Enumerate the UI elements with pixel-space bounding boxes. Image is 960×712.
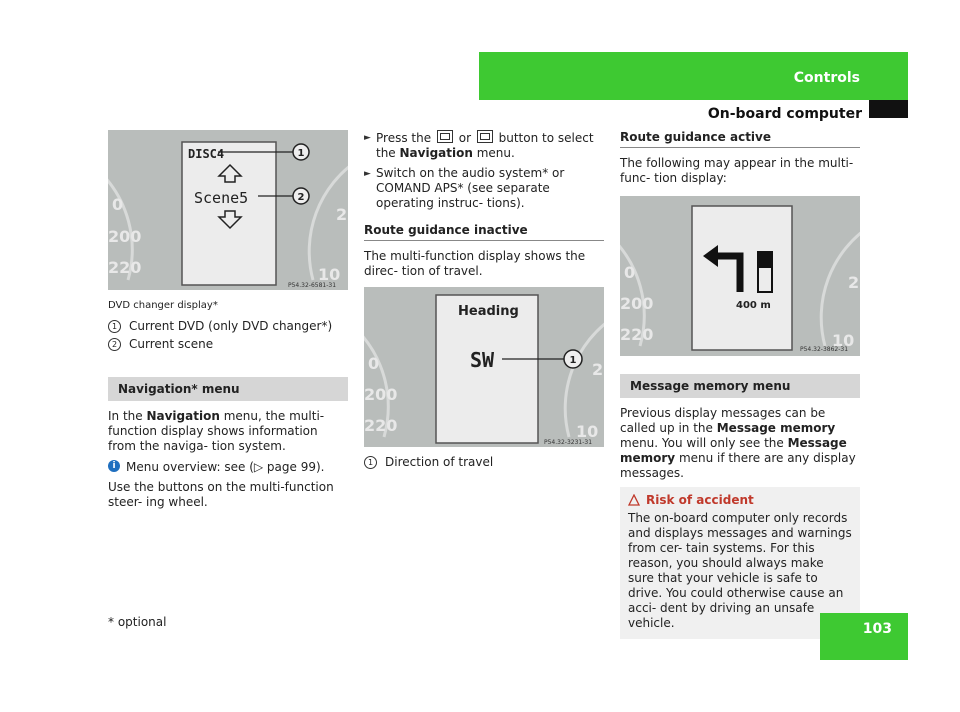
list-item	[108, 337, 348, 352]
gauge-label: 220	[108, 258, 142, 277]
column-2	[364, 130, 604, 473]
item-text: Direction of travel	[385, 455, 494, 469]
route-guidance-active-heading: Route guidance active	[620, 130, 860, 148]
gauge-label: 0	[624, 263, 636, 282]
gauge-label: 200	[620, 294, 654, 313]
navigation-paragraph: In the Navigation menu, the multi-function display shows information from the naviga- tion system.	[108, 409, 325, 453]
scene-label: Scene5	[194, 189, 249, 207]
item-text: Current DVD (only DVD changer*)	[129, 319, 333, 333]
header-marker	[869, 100, 908, 118]
message-memory-heading: Message memory menu	[620, 374, 860, 398]
gauge-label: 200	[108, 227, 142, 246]
info-icon: i	[108, 460, 120, 472]
item-number: 1	[364, 456, 377, 469]
route-guidance-inactive-heading: Route guidance inactive	[364, 223, 604, 241]
figure-caption: DVD changer display*	[108, 300, 218, 311]
gauge-label: 10	[832, 331, 855, 350]
gauge-label: 200	[364, 385, 398, 404]
gauge-label: 10	[318, 265, 341, 284]
disc-label: DISC4	[188, 147, 225, 161]
info-text: Menu overview: see (▷ page 99).	[126, 460, 325, 474]
list-item	[108, 319, 348, 334]
gauge-label: 2	[336, 205, 348, 224]
gauge-label: 2	[592, 360, 604, 379]
navigation-menu-heading: Navigation* menu	[108, 377, 348, 401]
item-number: 2	[108, 338, 121, 351]
heading-label: Heading	[458, 304, 519, 319]
gauge-label: 2	[848, 273, 860, 292]
gauge-label: 220	[620, 325, 654, 344]
figure-code: P54.32-6581-31	[288, 282, 337, 289]
distance-label: 400 m	[736, 300, 771, 311]
instruction-step: ► Switch on the audio system* or COMAND APS* (see separate operating instruc- tions).	[364, 166, 565, 210]
instruction-step: ► Press the or button to select the Navigation menu.	[364, 131, 594, 160]
turn-display-figure	[620, 196, 860, 356]
warning-heading: Risk of accident	[628, 493, 852, 507]
message-memory-paragraph: Previous display messages can be called up in the Message memory menu. You will only see the Message memory menu if there are any display messages.	[620, 406, 856, 480]
steering-wheel-paragraph: Use the buttons on the multi-function steer- ing wheel.	[108, 480, 334, 509]
page-section-title: On-board computer	[707, 106, 862, 122]
list-item	[364, 455, 604, 470]
menu-button-icon	[437, 130, 453, 143]
section-tab-label: Controls	[793, 70, 860, 86]
gauge-label: 0	[368, 354, 380, 373]
page-number: 103	[862, 621, 892, 637]
item-text: Current scene	[129, 337, 214, 351]
info-note	[108, 460, 348, 475]
figure-code: P54.32-3231-31	[544, 439, 593, 446]
callout-1: 1	[569, 355, 577, 366]
step-arrow-icon: ►	[364, 169, 371, 179]
column-3	[620, 130, 860, 639]
inactive-paragraph: The multi-function display shows the direc- tion of travel.	[364, 249, 586, 278]
dvd-changer-display-figure	[108, 130, 348, 290]
figure-code: P54.32-3862-31	[800, 346, 849, 353]
warning-text: The on-board computer only records and displays messages and warnings from cer- tain systems. For this reason, you should always make sure that your vehicle is safe to drive. You could otherwise cause an acci- dent by driving an unsafe vehicle.	[628, 511, 852, 630]
step-arrow-icon: ►	[364, 133, 371, 143]
item-number: 1	[108, 320, 121, 333]
menu-button-icon	[477, 130, 493, 143]
direction-label: SW	[470, 348, 495, 372]
callout-1: 1	[297, 148, 305, 159]
heading-display-figure	[364, 287, 604, 447]
column-1	[108, 130, 348, 516]
warning-icon	[628, 494, 640, 506]
gauge-label: 0	[112, 195, 124, 214]
gauge-label: 220	[364, 416, 398, 435]
callout-2: 2	[297, 192, 305, 203]
gauge-label: 10	[576, 422, 599, 441]
active-paragraph: The following may appear in the multi-func- tion display:	[620, 156, 854, 185]
footnote: * optional	[108, 615, 167, 629]
